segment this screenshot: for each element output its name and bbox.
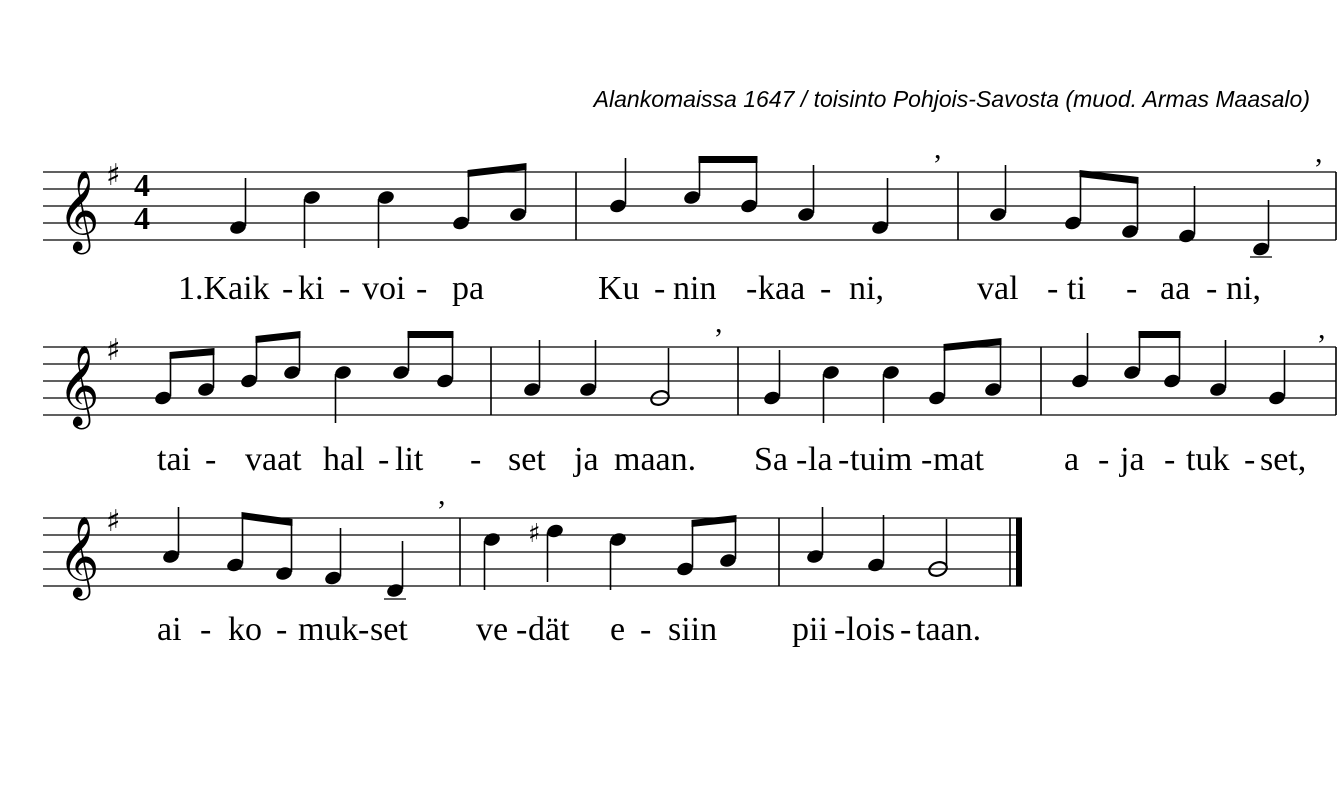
lyric-syllable: ni, (1226, 270, 1261, 307)
note (805, 548, 824, 565)
lyric-syllable: ki (298, 270, 325, 307)
lyric-syllable: pa (452, 270, 485, 307)
lyric-syllable: ti (1067, 270, 1086, 307)
lyric-hyphen: - (921, 441, 933, 478)
note (1120, 223, 1139, 240)
note (274, 565, 293, 582)
system-2 (43, 306, 1336, 478)
note (682, 189, 701, 206)
lyrics-line (157, 441, 1306, 478)
lyric-hyphen: - (640, 611, 652, 648)
note (391, 364, 410, 381)
lyric-syllable: ni, (849, 270, 884, 307)
note (608, 198, 627, 215)
measure (153, 331, 454, 423)
beam (256, 331, 301, 343)
lyric-syllable: Ku (598, 270, 640, 307)
lyric-hyphen: - (834, 611, 846, 648)
note (161, 548, 180, 565)
note (435, 373, 454, 390)
note (988, 206, 1007, 223)
note (983, 381, 1002, 398)
lyric-syllable: voi (362, 270, 406, 307)
note (451, 215, 470, 232)
lyric-syllable: a (1064, 441, 1080, 478)
beam (699, 156, 758, 163)
note (1251, 241, 1270, 258)
lyric-hyphen: - (200, 611, 212, 648)
lyric-hyphen: - (339, 270, 351, 307)
lyric-hyphen: - (1047, 270, 1059, 307)
measure (608, 132, 941, 236)
lyric-hyphen: - (900, 611, 912, 648)
note (1070, 373, 1089, 390)
note (578, 381, 597, 398)
beam (468, 163, 527, 177)
lyric-syllable: kaa (758, 270, 806, 307)
system-1 (43, 132, 1336, 307)
beam (944, 338, 1002, 351)
lyric-syllable: la (808, 441, 833, 478)
note (762, 390, 781, 407)
lyric-syllable: set (370, 611, 408, 648)
lyric-syllable: mat (933, 441, 984, 478)
note (1208, 381, 1227, 398)
treble-clef-icon: 𝄞 (58, 344, 100, 426)
note (228, 219, 247, 236)
system-3 (43, 478, 1022, 648)
breath-mark: , (438, 478, 446, 511)
sharp-icon: ♯ (528, 519, 541, 549)
note (675, 561, 694, 578)
lyric-syllable: val (977, 270, 1019, 307)
breath-mark: , (1318, 312, 1326, 345)
staff-lines (43, 347, 1336, 415)
lyric-syllable: aa (1160, 270, 1191, 307)
note (196, 381, 215, 398)
lyric-syllable: muk (298, 611, 359, 648)
note (323, 570, 342, 587)
lyric-hyphen: - (820, 270, 832, 307)
lyric-syllable: siin (668, 611, 718, 648)
breath-mark: , (1315, 136, 1323, 169)
lyrics-line (178, 270, 1261, 307)
beam (1139, 331, 1181, 338)
measure (1070, 312, 1325, 406)
note (718, 552, 737, 569)
lyric-syllable: lit (395, 441, 424, 478)
note (153, 390, 172, 407)
sharp-icon: ♯ (106, 333, 121, 368)
lyric-syllable: pii (792, 611, 828, 648)
note (239, 373, 258, 390)
note (821, 364, 840, 381)
sharp-icon: ♯ (106, 504, 121, 539)
beam (692, 515, 737, 527)
note (796, 206, 815, 223)
lyric-syllable: taan. (916, 611, 982, 648)
measure (988, 136, 1322, 257)
lyric-syllable: ve (476, 611, 509, 648)
note (870, 219, 889, 236)
note (508, 206, 527, 223)
lyrics-line (157, 611, 981, 648)
lyric-syllable: maan. (614, 441, 697, 478)
note (1063, 215, 1082, 232)
lyric-hyphen: - (516, 611, 528, 648)
lyric-hyphen: - (1098, 441, 1110, 478)
note (333, 364, 352, 381)
breath-mark: , (934, 132, 942, 165)
lyric-hyphen: - (276, 611, 288, 648)
lyric-hyphen: - (205, 441, 217, 478)
lyric-hyphen: - (1244, 441, 1256, 478)
note (881, 364, 900, 381)
breath-mark: , (715, 306, 723, 339)
beam (170, 348, 215, 359)
lyric-hyphen: - (282, 270, 294, 307)
lyric-hyphen: - (470, 441, 482, 478)
lyric-hyphen: - (1126, 270, 1138, 307)
note (545, 523, 564, 540)
credit-line: Alankomaissa 1647 / toisinto Pohjois-Savosta (muod. Armas Maasalo) (593, 86, 1310, 112)
beam (408, 331, 454, 338)
final-barline-thick (1016, 518, 1022, 586)
treble-clef-icon: 𝄞 (58, 515, 100, 597)
lyric-syllable: ja (1120, 441, 1145, 478)
measure (161, 478, 445, 599)
lyric-syllable: ai (157, 611, 182, 648)
lyric-hyphen: - (416, 270, 428, 307)
note (376, 189, 395, 206)
sharp-icon: ♯ (106, 158, 121, 193)
lyric-hyphen: - (378, 441, 390, 478)
lyric-syllable: ja (574, 441, 599, 478)
note (225, 557, 244, 574)
lyric-syllable: lois (846, 611, 896, 648)
note (1267, 390, 1286, 407)
lyric-hyphen: - (1164, 441, 1176, 478)
lyric-syllable: tuim (850, 441, 913, 478)
note (866, 557, 885, 574)
note (927, 390, 946, 407)
lyric-hyphen: - (654, 270, 666, 307)
note (608, 531, 627, 548)
lyric-syllable: vaat (245, 441, 302, 478)
note (1122, 364, 1141, 381)
note (1162, 373, 1181, 390)
lyric-hyphen: - (838, 441, 850, 478)
lyric-syllable: ko (228, 611, 262, 648)
lyric-syllable: tuk (1186, 441, 1230, 478)
time-signature-denominator: 4 (134, 200, 150, 236)
lyric-hyphen: - (1206, 270, 1218, 307)
note (739, 198, 758, 215)
lyric-syllable: tai (157, 441, 191, 478)
lyric-syllable: nin (673, 270, 717, 307)
lyric-syllable: 1.Kaik (178, 270, 270, 307)
measure (522, 306, 722, 407)
lyric-syllable: set (508, 441, 546, 478)
note (482, 531, 501, 548)
lyric-hyphen: - (746, 270, 758, 307)
lyric-hyphen: - (796, 441, 808, 478)
note (522, 381, 541, 398)
lyric-syllable: set, (1260, 441, 1307, 478)
treble-clef-icon: 𝄞 (58, 169, 100, 251)
beam (242, 512, 293, 526)
time-signature-numerator: 4 (134, 167, 150, 203)
lyric-syllable: Sa (754, 441, 788, 478)
note (385, 582, 404, 599)
note (282, 364, 301, 381)
lyric-syllable: e (610, 611, 626, 648)
lyric-syllable: hal (323, 441, 365, 478)
note (302, 189, 321, 206)
lyric-hyphen: - (358, 611, 370, 648)
lyric-syllable: dät (528, 611, 570, 648)
note (1177, 228, 1196, 245)
